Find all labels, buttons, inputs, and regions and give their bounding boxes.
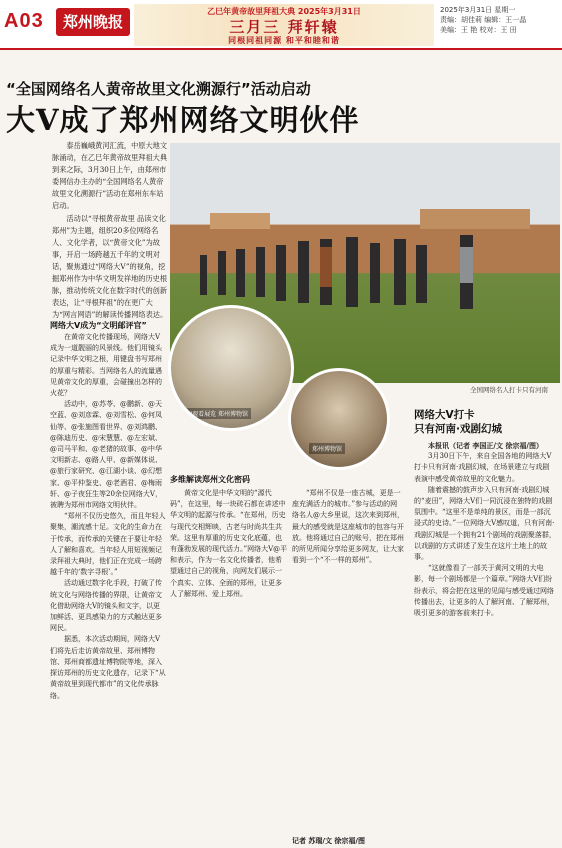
design-credit: 美编：王 艳 校对：王 田 xyxy=(440,26,517,34)
circle-photo-caption: 郑州博物馆 xyxy=(309,443,345,454)
museum-circle-photo xyxy=(168,305,294,431)
photo-credit: 记者 苏瑞/文 徐宗福/图 xyxy=(292,837,365,845)
lead-paragraph: 活动以“寻根黄帝故里 品读文化郑州”为主题，组织20多位网络名人、文化学者，以“黄帝文化”为故事，开启一场跨越五千年的文明对话，聚焦通过“网络大V”的视角，挖掘郑州作为中华文明发祥地的历史根脉，推动传统文化在数字时代的创新表达，让“寻根拜祖”的在更广大为“网言网语”的解读传播网络表达。 xyxy=(52,214,168,319)
body-paragraph: 随着震撼的鼓声步入只有河南·戏剧幻城的“麦田”，网络大V们一同沉浸在独特的戏剧氛围中。“这里不是单纯的景区，而是一部沉浸式的史诗。”一位网络大V感叹道，只有河南·戏剧幻城是一个拥有21个剧场的戏剧聚落群，以戏剧的方式讲述了发生在这片土地上的故事。 xyxy=(414,485,556,562)
banner-sub-text: 同根同祖同源 和平和睦和谐 xyxy=(228,36,340,45)
body-paragraph: “这就像看了一部关于黄河文明的大电影，每一个剧场都是一个篇章。”网络大V们纷纷表示，将会把在这里的见闻与感受通过网络传播出去，让更多的人了解河南、了解郑州，吸引更多的游客前来打卡。 xyxy=(414,564,554,618)
right-column-body xyxy=(414,440,556,619)
issue-info xyxy=(440,5,560,35)
body-paragraph: “郑州不仅是一座古城，更是一座充满活力的城市。”参与活动的网络名人@大乡里说，这次来到郑州，最大的感受就是这座城市的包容与开放。他将通过自己的账号，把在郑州的所见所闻分享给更多网友，让大家看到一个“不一样的郑州”。 xyxy=(292,489,404,565)
body-paragraph: 在黄帝文化传播现场，网络大V成为一道靓丽的风景线。他们用镜头记录中华文明之根，用键盘书写郑州的厚重与精彩。当网络名人的流量遇见黄帝文化的厚重，会碰撞出怎样的火花？ xyxy=(50,333,162,398)
right-headline-line: 网络大V打卡 xyxy=(414,409,475,421)
body-paragraph: 活动通过数字化手段，打破了传统文化与网络传播的界限，让黄帝文化借助网络大V的镜头和文字，以更加鲜活、更具感染力的方式触达更多网民。 xyxy=(50,579,162,633)
article-headline: 大V成了郑州网络文明伙伴 xyxy=(6,103,360,137)
body-paragraph: 3月30日下午，来自全国各地的网络大V打卡只有河南·戏剧幻城，在场景建立与戏剧表演中感受黄帝故里的文化魅力。 xyxy=(414,452,552,483)
circle-photo-caption: 大V观看展览 郑州博物馆 xyxy=(179,408,251,419)
article-kicker: “全国网络名人黄帝故里文化溯源行”活动启动 xyxy=(6,80,311,98)
banner-main-text: 三月三 拜轩辕 xyxy=(229,18,339,36)
right-headline-line: 只有河南·戏剧幻城 xyxy=(414,423,502,435)
left-column-body xyxy=(50,332,166,702)
header-rule xyxy=(0,48,562,50)
right-headline xyxy=(414,408,554,436)
body-paragraph: 黄帝文化是中华文明的“源代码”，在这里，每一块砖石都在讲述中华文明的起源与传承。“在郑州，历史与现代交相辉映，古老与时尚共生共荣。这里有厚重的历史文化底蕴，也有蓬勃发展的现代活力。”网络大V@平和表示，作为一名文化传播者，他希望通过自己的视角，向网友们展示一个真实、立体、全面的郑州，让更多人了解郑州、爱上郑州。 xyxy=(170,489,288,598)
middle-column-b xyxy=(292,488,404,566)
byline: 本报讯（记者 李国正/文 徐宗福/图） xyxy=(428,441,543,450)
editor-credit: 责编：胡佳莉 编辑：王一晶 xyxy=(440,16,527,24)
page-number: A03 xyxy=(4,10,44,32)
museum-circle-photo-small xyxy=(288,368,390,470)
newspaper-logo: 郑州晚报 xyxy=(56,8,130,36)
article-lead xyxy=(52,140,170,322)
banner-top-text: 乙巳年黄帝故里拜祖大典 2025年3月31日 xyxy=(207,7,361,16)
middle-column-a xyxy=(170,488,288,600)
middle-subhead: 多维解读郑州文化密码 xyxy=(170,475,250,484)
body-paragraph: 活动中，@苏苓、@鹏新、@天空蓝、@刘彦霖、@刘雪松、@何凤仙等、@张施图看世界、@刘鸿鹏、@陈迪历史、@宋慧慧、@左宏斌、@司马平和、@老猪的故事、@中华文明新志、@路人甲、@新媒体说、@旅行家研究、@江湖小谈、@幻想家、@平仲鉴史、@老酒君、@梅雨轩、@子夜狂生等20余位网络大V，被聘为郑州市网络文明伙伴。 xyxy=(50,400,162,510)
masthead xyxy=(0,0,562,50)
body-paragraph: 据悉，本次活动期间，网络大V们将先后走访黄帝故里、郑州博物馆、郑州商都遗址博物院等地，深入探访郑州的历史文化遗存，记录下“从黄帝故里到现代都市”的文化传承脉络。 xyxy=(50,635,166,700)
left-subhead: 网络大V成为“文明邮评官” xyxy=(50,321,147,330)
issue-date: 2025年3月31日 星期一 xyxy=(440,6,516,14)
event-banner xyxy=(134,4,434,46)
photo-caption: 全国网络名人打卡只有河南 xyxy=(470,386,548,394)
lead-paragraph: 泰岳巍峨黄河汇流，中原大地文脉涌动，在乙巳年黄帝故里拜祖大典到来之际，3月30日上午，由郑州市委网信办主办的“全国网络名人黄帝故里文化溯源行”活动在郑州东车站启动。 xyxy=(52,141,168,210)
body-paragraph: “郑州不仅历史悠久，而且年轻人聚集，潮流感十足。文化的生命力在于传承，而传承的关键在于要让年轻人了解和喜欢。当年轻人用短视频记录拜祖大典时，他们正在完成一场跨越千年的‘数字寻根’。” xyxy=(50,512,166,577)
